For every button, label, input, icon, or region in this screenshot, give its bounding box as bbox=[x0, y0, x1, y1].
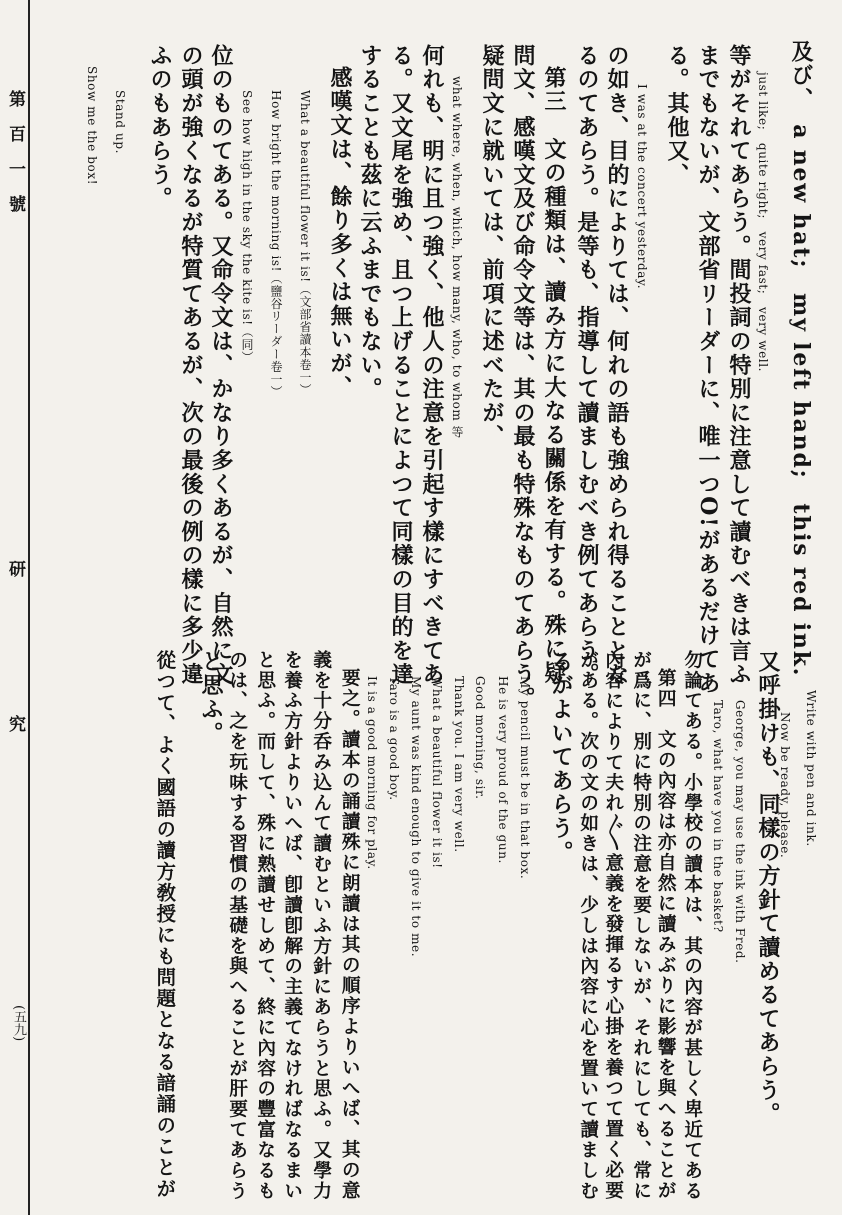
top-text-column: 及び、 a new hat; my left hand; this red ink. bbox=[788, 40, 814, 678]
top-text-column: Stand up. bbox=[113, 90, 127, 155]
top-text-column: 疑問文に就いては、前項に述べたが、 bbox=[479, 44, 505, 449]
top-text-column: る。又文尾を強め、且つ上げることによつて同樣の目的を達 bbox=[388, 44, 414, 687]
bottom-text-column: Thank you. I am very well. bbox=[452, 676, 466, 853]
top-text-column: ふのもあらう。 bbox=[147, 44, 173, 211]
bottom-text-column: Taro, what have you in the basket? bbox=[711, 700, 725, 933]
top-text-column: 等がそれてあらう。間投詞の特別に注意して讀むべきは言ふ bbox=[726, 44, 752, 687]
top-text-column: るのてあらう。是等も、指導して讀ましむべき例てあらう。 bbox=[574, 44, 600, 687]
bottom-text-column: 要之。讀本の誦讀殊に朗讀は其の順序よりいへば、其の意 bbox=[338, 668, 361, 1201]
top-text-column: Show me the box! bbox=[85, 66, 99, 186]
top-text-column: 何れも、明に且つ強く、他人の注意を引起す樣にすべきてあ bbox=[419, 44, 445, 687]
margin-rule bbox=[28, 0, 30, 1215]
bottom-text-column: What a beautiful flower it is! bbox=[430, 676, 444, 869]
top-text-column: 第三 文の種類は、讀み方に大なる關係を有する。殊に疑 bbox=[541, 66, 567, 685]
bottom-text-column: 義を十分呑み込んて讀むといふ方針にあらうと思ふ。又學力 bbox=[310, 650, 332, 1202]
bottom-text-column: がある。次の文の如きは、少しは內容に心を置いて讀ましむ bbox=[577, 650, 599, 1202]
journal-title-part2: 究 bbox=[5, 715, 25, 732]
bottom-text-column: 勿論てある。小學校の讀本は、其の內容が甚しく卑近てある bbox=[681, 650, 703, 1202]
bottom-text-column: Taro is a good boy. bbox=[387, 676, 401, 801]
top-text-column: 感嘆文は、餘り多くは無いが、 bbox=[327, 66, 353, 400]
bottom-text-column: 從つて、よく國語の讀方敎授にも問題となる諳誦のことが bbox=[153, 650, 177, 1200]
top-text-column: までもないが、文部省リーダーに、唯一つO!があるだけてあ bbox=[695, 44, 721, 696]
bottom-text-column: るがよいてあらう。 bbox=[548, 650, 574, 865]
bottom-text-column: George, you may use the ink with Fred. bbox=[733, 700, 747, 964]
top-text-column: What a beautiful flower it is!（文部省讀本卷一） bbox=[298, 90, 312, 397]
top-text-column: る。其他又、 bbox=[664, 44, 690, 187]
top-text-column: の如き、目的によりては、何れの語も強められ得ることとな bbox=[604, 44, 630, 687]
bottom-text-column: 第四 文の內容は亦自然に讀みぶりに影響を與へることが bbox=[654, 668, 677, 1201]
bottom-text-column: Write with pen and ink. bbox=[804, 690, 818, 847]
bottom-text-column: 又呼掛けも、同樣の方針て讀めるてあらう。 bbox=[755, 650, 781, 1126]
running-head bbox=[4, 0, 28, 1215]
top-text-column: what where, when, which, how many, who, to whom 等 bbox=[450, 76, 464, 439]
page-number: (五九) bbox=[11, 1005, 26, 1042]
top-text-column: See how high in the sky the kite is!（同） bbox=[240, 90, 254, 364]
bottom-text-column: が爲に、別に特別の注意を要しないが、それにしても、常に bbox=[630, 650, 652, 1202]
bottom-text-column: と思ふ。而して、殊に熟讀せしめて、終に內容の豐富なるも bbox=[254, 650, 276, 1202]
bottom-text-column: と思ふ。 bbox=[198, 650, 224, 746]
bottom-text-column: 內容によりて夫れ〴〵意義を發揮るす心掛を養つて置く必要 bbox=[602, 650, 625, 1201]
bottom-text-column: He is very proud of the gun. bbox=[496, 676, 510, 864]
bottom-text-column: のは、之を玩味する習慣の基礎を與へることが肝要てあらう bbox=[226, 650, 248, 1202]
top-text-column: How bright the morning is!（鹽谷リーダー卷一） bbox=[269, 90, 283, 399]
top-text-column: の頭が強くなるが特質てあるが、次の最後の例の樣に多少違 bbox=[178, 44, 204, 687]
bottom-text-column: My pencil must be in that box. bbox=[518, 676, 532, 880]
top-text-column: just like; quite right; very fast; very well. bbox=[756, 72, 770, 373]
top-text-column: することも茲に云ふまでもない。 bbox=[357, 44, 383, 401]
top-text-column: I was at the concert yesterday. bbox=[635, 84, 649, 290]
bottom-text-column: It is a good morning for play. bbox=[365, 676, 379, 870]
bottom-text-column: My aunt was kind enough to give it to me. bbox=[409, 676, 423, 958]
top-text-column: 問文、感嘆文及び命令文等は、其の最も特殊なものてあらう。 bbox=[510, 44, 536, 711]
top-text-column: 位のものてある。又命令文は、かなり多くあるが、自然に文 bbox=[208, 44, 234, 687]
journal-title-part1: 研 bbox=[5, 560, 25, 577]
bottom-text-column: を養ふ方針よりいへば、卽讀卽解の主義てなければなるまい bbox=[281, 650, 303, 1202]
issue-number: 第百一號 bbox=[5, 90, 25, 230]
bottom-text-column: Now be ready, please. bbox=[778, 712, 792, 859]
bottom-text-column: Good morning, sir. bbox=[473, 676, 487, 800]
